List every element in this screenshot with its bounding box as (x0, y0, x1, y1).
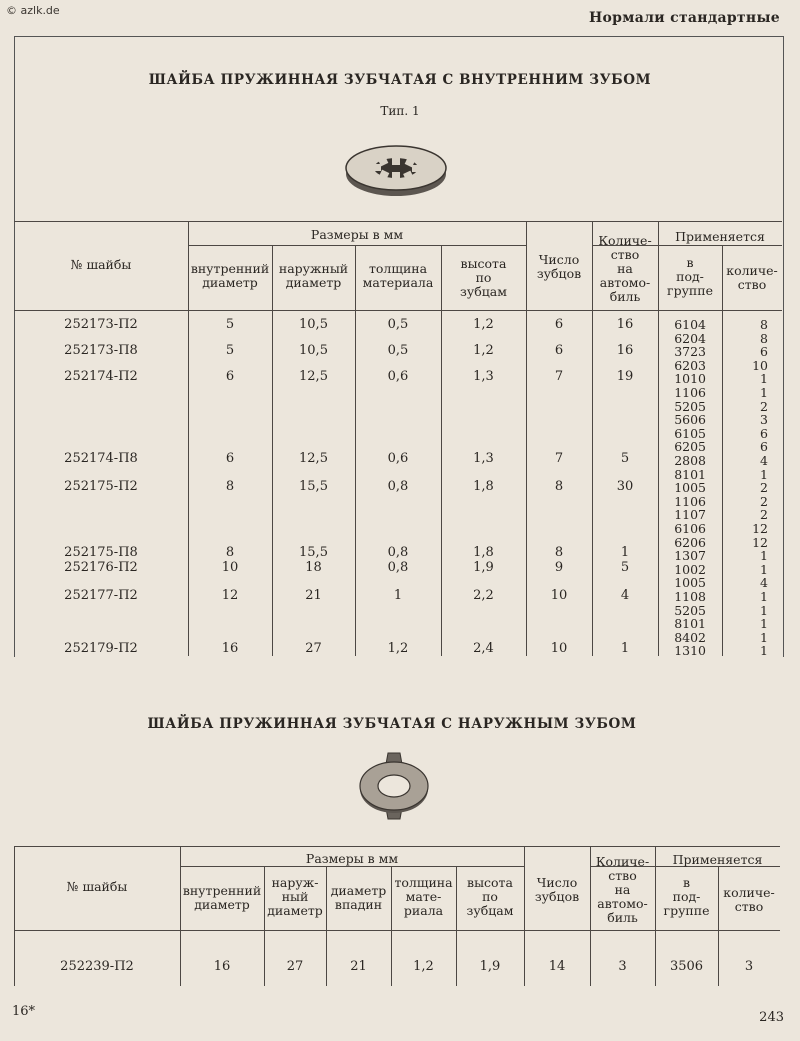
section-header: Нормали стандартные (589, 10, 780, 26)
t1-applied-count: 2 (760, 493, 768, 509)
t1-applied-count: 1 (760, 589, 768, 604)
internal-tooth-washer-image (340, 134, 452, 204)
t1-row-height: 2,2 (473, 588, 494, 603)
t1-row-thickness: 0,5 (387, 317, 409, 332)
t2-header-inner: внутренний диаметр (182, 883, 262, 912)
t2-inner: 16 (213, 959, 231, 974)
t1-row-outer: 21 (305, 588, 322, 603)
t1-applied-count: 3 (760, 412, 768, 428)
t1-row-height: 1,3 (473, 451, 494, 466)
t1-row-teeth: 6 (554, 317, 564, 332)
t1-row-qty: 30 (616, 479, 634, 494)
t1-applied-subgroup: 6104 (674, 317, 706, 332)
footer-signature-mark: 16* (12, 1004, 36, 1019)
t2-header-count: количе- ство (723, 885, 775, 914)
t1-applied-subgroup: 1002 (674, 561, 706, 577)
t2-header-quantity: Количе- ство на автомо- биль (595, 854, 650, 925)
t1-applied-count: 12 (752, 521, 768, 536)
t1-applied-count: 4 (760, 453, 768, 468)
t1-row-inner: 6 (225, 369, 235, 384)
t1-row-qty: 1 (620, 641, 630, 656)
t2-quantity: 3 (618, 959, 627, 974)
t1-applied-subgroup: 8402 (674, 629, 706, 645)
t1-row-teeth: 10 (550, 588, 568, 603)
t1-applied-count: 4 (760, 575, 768, 591)
t1-row-teeth: 6 (554, 343, 564, 358)
t1-row-outer: 15,5 (299, 545, 328, 560)
t1-row-inner: 5 (225, 317, 235, 332)
t2-thickness: 1,2 (413, 959, 434, 974)
t1-row-outer: 12,5 (299, 451, 328, 466)
t1-row-outer: 15,5 (299, 479, 328, 494)
t2-header-root: диаметр впадин (330, 883, 387, 912)
t1-row-teeth: 10 (550, 641, 568, 656)
t1-row-number: 252173-П8 (64, 343, 138, 358)
t2-outer: 27 (286, 959, 304, 974)
t1-row-teeth: 8 (554, 479, 564, 494)
t2-header-height: высота по зубцам (466, 875, 514, 918)
page-number: 243 (759, 1010, 784, 1025)
t1-row-thickness: 0,6 (387, 369, 409, 384)
table2-title: ШАЙБА ПРУЖИННАЯ ЗУБЧАТАЯ С НАРУЖНЫМ ЗУБОМ (147, 716, 637, 732)
t1-applied-subgroup: 1108 (674, 589, 706, 604)
t1-row-inner: 5 (225, 343, 235, 358)
t2-header-number: № шайбы (66, 879, 128, 894)
t1-row-number: 252176-П2 (64, 560, 138, 575)
t1-row-thickness: 0,8 (387, 545, 409, 560)
t1-row-qty: 5 (620, 451, 630, 466)
t2-height: 1,9 (479, 959, 501, 974)
t2-header-applied: Применяется (672, 852, 763, 867)
t1-row-number: 252174-П2 (64, 369, 138, 384)
t1-row-inner: 16 (221, 641, 239, 656)
t2-header-sizes: Размеры в мм (305, 851, 399, 866)
t1-row-outer: 10,5 (299, 343, 328, 358)
t1-applied-count: 6 (760, 344, 768, 360)
t1-applied-subgroup: 1107 (674, 507, 706, 523)
t1-applied-subgroup: 8101 (674, 466, 706, 482)
t1-row-outer: 18 (305, 560, 322, 575)
t1-row-thickness: 0,6 (387, 451, 409, 466)
t1-applied-count: 2 (760, 480, 768, 496)
t1-row-outer: 12,5 (299, 369, 328, 384)
watermark: © azlk.de (6, 4, 60, 17)
t1-row-teeth: 8 (554, 545, 564, 560)
t1-row-height: 1,2 (473, 343, 494, 358)
t1-header-height: высота по зубцам (460, 256, 507, 299)
t1-header-outer: наружный диаметр (278, 261, 349, 290)
t1-applied-subgroup: 5205 (674, 602, 706, 618)
table1-title: ШАЙБА ПРУЖИННАЯ ЗУБЧАТАЯ С ВНУТРЕННИМ ЗУБОМ (148, 72, 652, 88)
t1-header-inner: внутренний диаметр (190, 261, 270, 290)
t1-applied-count: 8 (760, 330, 768, 346)
t1-row-thickness: 1 (393, 588, 403, 603)
t1-applied-count: 6 (760, 425, 768, 441)
t1-row-thickness: 0,8 (387, 479, 409, 494)
t1-header-count: количе- ство (726, 263, 778, 292)
t1-header-thickness: толщина материала (362, 261, 434, 290)
t1-applied-subgroup: 6106 (674, 521, 706, 536)
t1-row-qty: 1 (620, 545, 630, 560)
t1-header-sizes: Размеры в мм (310, 227, 404, 242)
t1-applied-count: 1 (760, 629, 768, 645)
t1-applied-subgroup: 1310 (674, 643, 706, 659)
t1-row-thickness: 0,5 (387, 343, 409, 358)
t1-row-number: 252179-П2 (64, 641, 138, 656)
t1-row-height: 1,9 (473, 560, 494, 575)
t1-applied-count: 1 (760, 602, 768, 618)
t1-applied-count: 1 (760, 643, 768, 659)
t1-row-teeth: 7 (554, 451, 564, 466)
t1-row-qty: 19 (616, 369, 634, 384)
t2-header-outer: наруж- ный диаметр (267, 875, 323, 918)
t1-row-inner: 6 (225, 451, 235, 466)
external-tooth-washer-image (344, 750, 444, 822)
t1-row-outer: 27 (305, 641, 322, 656)
t1-row-qty: 16 (616, 317, 634, 332)
t1-applied-count: 8 (760, 317, 768, 332)
t1-header-subgroup: в под- группе (667, 255, 713, 298)
t1-row-number: 252174-П8 (64, 451, 138, 466)
t2-subgroup: 3506 (669, 959, 704, 974)
t1-row-height: 1,8 (473, 479, 494, 494)
t1-applied-count: 10 (752, 357, 768, 373)
t1-row-teeth: 9 (554, 560, 564, 575)
t1-applied-subgroup: 3723 (674, 344, 706, 360)
t1-applied-count: 6 (760, 439, 768, 455)
t1-applied-subgroup: 1307 (674, 548, 706, 564)
t1-applied-subgroup: 1010 (674, 371, 706, 387)
t1-applied-subgroup: 1005 (674, 480, 706, 496)
t1-applied-subgroup: 6105 (674, 425, 706, 441)
t1-applied-subgroup: 8101 (674, 616, 706, 632)
t1-row-qty: 4 (620, 588, 630, 603)
t1-applied-count: 1 (760, 616, 768, 632)
t1-header-teeth: Число зубцов (536, 252, 582, 281)
t1-applied-count: 2 (760, 398, 768, 414)
t1-applied-subgroup: 2808 (674, 453, 706, 468)
t1-header-applied: Применяется (675, 229, 765, 244)
t1-row-height: 2,4 (473, 641, 494, 656)
t1-applied-count: 2 (760, 507, 768, 523)
t1-applied-subgroup: 1005 (674, 575, 706, 591)
t1-applied-count: 1 (760, 371, 768, 387)
t1-row-height: 1,8 (473, 545, 494, 560)
t1-row-inner: 10 (221, 560, 239, 575)
t1-applied-subgroup: 6204 (674, 330, 706, 346)
t1-row-thickness: 0,8 (387, 560, 409, 575)
table1-subtitle: Тип. 1 (380, 104, 420, 118)
t1-applied-count: 1 (760, 466, 768, 482)
t1-applied-subgroup: 5606 (674, 412, 706, 428)
t1-header-number: № шайбы (70, 257, 132, 272)
t1-applied-count: 1 (760, 548, 768, 564)
t2-teeth: 14 (548, 959, 566, 974)
t1-applied-count: 1 (760, 561, 768, 577)
t1-applied-subgroup: 1106 (674, 493, 706, 509)
t1-row-outer: 10,5 (299, 317, 328, 332)
t1-applied-count: 1 (760, 385, 768, 400)
t1-applied-subgroup: 6205 (674, 439, 706, 455)
t2-count: 3 (744, 959, 754, 974)
t2-header-thickness: толщина мате- риала (394, 875, 453, 918)
t1-row-inner: 8 (225, 545, 235, 560)
t1-applied-subgroup: 1106 (674, 385, 706, 400)
t1-applied-count: 12 (752, 534, 768, 550)
t1-row-thickness: 1,2 (387, 641, 409, 656)
t1-row-inner: 12 (221, 588, 239, 603)
t1-row-number: 252173-П2 (64, 317, 138, 332)
t2-root: 21 (350, 959, 367, 974)
t1-row-qty: 16 (616, 343, 634, 358)
t1-applied-subgroup: 6206 (674, 534, 706, 550)
t1-row-qty: 5 (620, 560, 630, 575)
t2-header-teeth: Число зубцов (534, 875, 580, 904)
t1-row-number: 252177-П2 (64, 588, 138, 603)
t1-row-inner: 8 (225, 479, 235, 494)
t1-row-teeth: 7 (554, 369, 564, 384)
t1-row-number: 252175-П2 (64, 479, 138, 494)
t1-applied-subgroup: 5205 (674, 398, 706, 414)
t2-number: 252239-П2 (60, 959, 134, 974)
t2-header-subgroup: в под- группе (663, 875, 710, 918)
t1-row-number: 252175-П8 (64, 545, 138, 560)
t1-row-height: 1,2 (473, 317, 494, 332)
t1-applied-subgroup: 6203 (674, 357, 706, 373)
t1-row-height: 1,3 (473, 369, 494, 384)
t1-header-quantity: Количе- ство на автомо- биль (598, 233, 652, 304)
